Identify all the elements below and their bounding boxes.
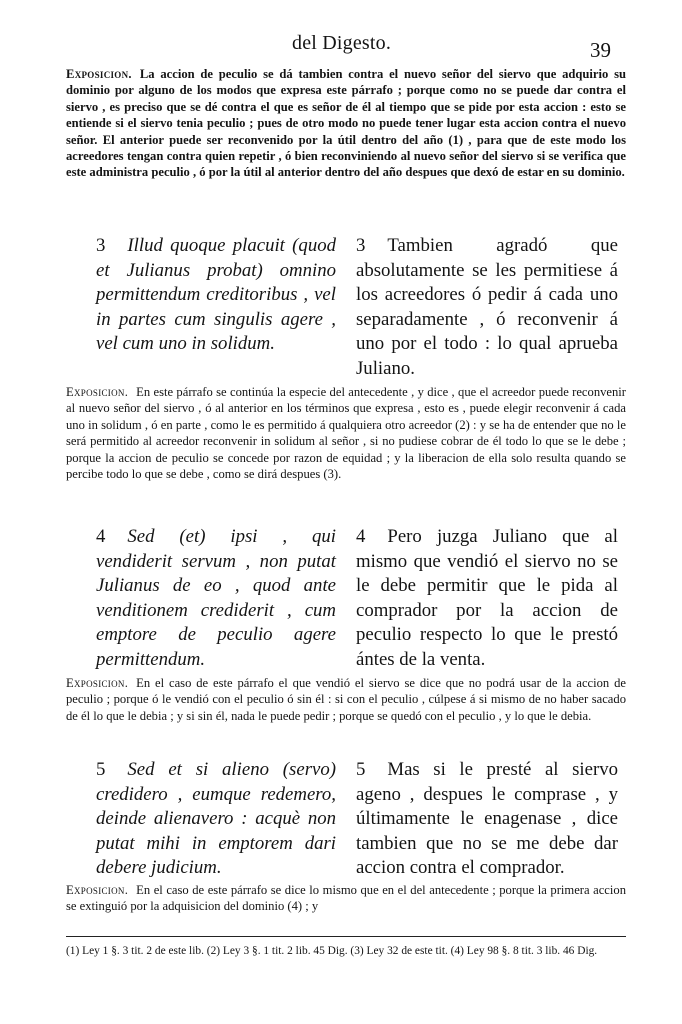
exposition-text: En este párrafo se continúa la especie del antecedente , y dice , que el acreedor puede reconvenir al nuevo señor del siervo , ó al anterior en los términos que expresa , esto es , puede elegir reconvenir á cada uno in solidum , ó en parte , como le es permitido á qualquiera otro acreedor (2) : y se ha de entender que no le será permitido al acreedor reconvenir in solidum al señor , si no pudiese cobrar de él todo lo que se le debe ; porque la accion de peculio se concede por razon de equidad ; y la liberacion de ella solo resulta quando se percibe todo lo que se debe , como se dirá despues (3).: [66, 385, 626, 482]
exposition-text: La accion de peculio se dá tambien contra el nuevo señor del siervo que adquirio su dominio por alguno de los modos que expresa este párrafo ; porque como no se puede dar contra el siervo , es preciso que se dé contra el que es señor de él al tiempo que se pide por esta accion : esto se entiende si el siervo tenia peculio ; pues de otro modo no puede tener lugar esta accion contra el nuevo señor. El anterior puede ser reconvenido por la útil dentro del año (1) , para que de este modo los acreedores tengan contra quien repetir , ó bien reconviniendo al nuevo señor del siervo si se verifica que este administra peculio , ó por la útil al anterior dentro del año despues que dexó de estar en su dominio.: [66, 67, 626, 180]
section-number: 4: [96, 526, 106, 547]
footnotes: (1) Ley 1 §. 3 tit. 2 de este lib. (2) Ley 3 §. 1 tit. 2 lib. 45 Dig. (3) Ley 32 de este tit. (4) Ley 98 §. 8 tit. 3 lib. 46 Dig.: [66, 945, 598, 957]
spanish-text-section-3: [356, 234, 618, 382]
section-number: 5: [96, 759, 106, 780]
exposition-paragraph-4: [66, 882, 626, 915]
latin-text-section-5: [96, 758, 336, 881]
spanish-passage: Tambien agradó que absolutamente se les permitiese á los acreedores ó pedir á cada uno separadamente , ó reconvenir á uno por el todo : lo qual aprueba Juliano.: [356, 235, 618, 379]
exposition-label: Exposicion.: [66, 385, 129, 399]
exposition-label: Exposicion.: [66, 883, 129, 897]
exposition-text: En el caso de este párrafo el que vendió el siervo se dice que no podrá usar de la accion de peculio ; porque ó le vendió con el peculio ó sin él : si con el peculio , cúlpese á si mismo de no haber sacado de él lo que le debia ; y si sin él, nada le puede pedir ; porque se quedó con el peculio , y lo que le debia.: [66, 676, 626, 723]
running-head: del Digesto.: [292, 32, 392, 54]
spanish-passage: Mas si le presté al siervo ageno , despues le comprase , y últimamente le enagenase , dice tambien que no se me debe dar accion contra el comprador.: [356, 759, 618, 879]
spanish-passage: Pero juzga Juliano que al mismo que vendió el siervo no se le debe permitir que le pida al comprador por la accion de peculio respecto lo que le prestó ántes de la venta.: [356, 526, 618, 670]
latin-passage: Sed (et) ipsi , qui vendiderit servum , non putat Julianus de eo , quod ante venditionem crediderit , cum emptore de peculio agere permittendum.: [96, 526, 336, 670]
exposition-paragraph-1: [66, 66, 626, 181]
exposition-paragraph-3: [66, 675, 626, 724]
section-number: 5: [356, 759, 366, 780]
exposition-label: Exposicion.: [66, 676, 129, 690]
footnote-divider: [66, 936, 626, 937]
latin-passage: Sed et si alieno (servo) credidero , eumque redemero, deinde alienavero : acquè non putat mihi in emptorem dari debere judicium.: [96, 759, 336, 879]
exposition-paragraph-2: [66, 384, 626, 482]
latin-text-section-3: [96, 234, 336, 357]
spanish-text-section-5: [356, 758, 618, 881]
exposition-text: En el caso de este párrafo se dice lo mismo que en el del antecedente ; porque la primera accion se extinguió por la adquisicion del dominio (4) ; y: [66, 883, 626, 914]
section-number: 3: [356, 235, 366, 256]
spanish-text-section-4: [356, 525, 618, 673]
page-number: 39: [590, 38, 611, 62]
latin-text-section-4: [96, 525, 336, 673]
section-number: 4: [356, 526, 366, 547]
section-number: 3: [96, 235, 106, 256]
latin-passage: Illud quoque placuit (quod et Julianus probat) omnino permittendum creditoribus , vel in partes cum singulis agere , vel cum uno in solidum.: [96, 235, 336, 355]
exposition-label: Exposicion.: [66, 67, 132, 81]
